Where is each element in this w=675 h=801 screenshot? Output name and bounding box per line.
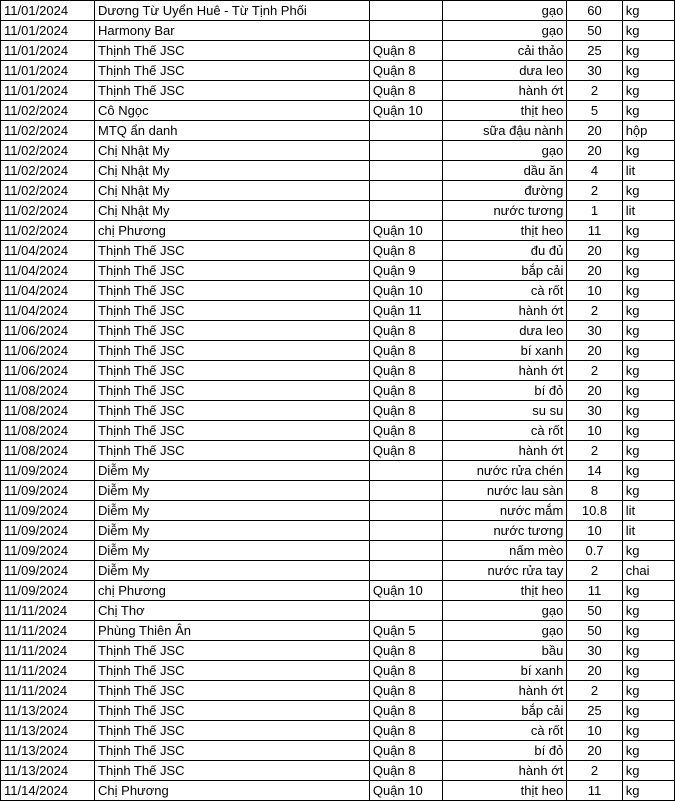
date-cell[interactable]: 11/11/2024 bbox=[1, 621, 95, 641]
table-row bbox=[1, 661, 675, 681]
district-cell[interactable] bbox=[369, 1, 442, 21]
unit-cell[interactable]: kg bbox=[622, 441, 674, 461]
item-cell[interactable]: nước lau sàn bbox=[442, 481, 566, 501]
donor-name-cell[interactable]: chị Phương bbox=[95, 221, 370, 241]
table-row bbox=[1, 341, 675, 361]
item-cell[interactable]: gạo bbox=[442, 141, 566, 161]
date-cell[interactable]: 11/01/2024 bbox=[1, 81, 95, 101]
donor-name-cell[interactable]: Harmony Bar bbox=[95, 21, 370, 41]
district-cell[interactable] bbox=[369, 561, 442, 581]
donor-name-cell[interactable]: Thịnh Thế JSC bbox=[95, 681, 370, 701]
date-cell[interactable]: 11/02/2024 bbox=[1, 141, 95, 161]
unit-cell[interactable]: kg bbox=[622, 741, 674, 761]
date-cell[interactable]: 11/13/2024 bbox=[1, 761, 95, 781]
donor-name-cell[interactable]: Thịnh Thế JSC bbox=[95, 761, 370, 781]
district-cell[interactable]: Quận 11 bbox=[369, 301, 442, 321]
unit-cell[interactable]: kg bbox=[622, 661, 674, 681]
item-cell[interactable]: gạo bbox=[442, 21, 566, 41]
item-cell[interactable]: bí xanh bbox=[442, 341, 566, 361]
donor-name-cell[interactable]: Thịnh Thế JSC bbox=[95, 41, 370, 61]
unit-cell[interactable]: kg bbox=[622, 181, 674, 201]
unit-cell[interactable]: kg bbox=[622, 421, 674, 441]
donor-name-cell[interactable]: Dương Từ Uyển Huê - Từ Tịnh Phối bbox=[95, 1, 370, 21]
table-row bbox=[1, 121, 675, 141]
donor-name-cell[interactable]: Thịnh Thế JSC bbox=[95, 81, 370, 101]
district-cell[interactable]: Quận 10 bbox=[369, 281, 442, 301]
date-cell[interactable]: 11/08/2024 bbox=[1, 381, 95, 401]
district-cell[interactable]: Quận 10 bbox=[369, 581, 442, 601]
donor-name-cell[interactable]: Thịnh Thế JSC bbox=[95, 421, 370, 441]
table-row bbox=[1, 621, 675, 641]
item-cell[interactable]: nước rửa chén bbox=[442, 461, 566, 481]
donor-name-cell[interactable]: Thịnh Thế JSC bbox=[95, 441, 370, 461]
unit-cell[interactable]: lit bbox=[622, 161, 674, 181]
table-row bbox=[1, 681, 675, 701]
donor-name-cell[interactable]: Phùng Thiên Ân bbox=[95, 621, 370, 641]
table-row bbox=[1, 281, 675, 301]
unit-cell[interactable]: kg bbox=[622, 221, 674, 241]
table-row bbox=[1, 401, 675, 421]
item-cell[interactable]: nước tương bbox=[442, 201, 566, 221]
unit-cell[interactable]: kg bbox=[622, 381, 674, 401]
district-cell[interactable]: Quận 8 bbox=[369, 741, 442, 761]
unit-cell[interactable]: kg bbox=[622, 701, 674, 721]
table-row bbox=[1, 701, 675, 721]
date-cell[interactable]: 11/13/2024 bbox=[1, 721, 95, 741]
quantity-cell[interactable]: 11 bbox=[567, 581, 622, 601]
donor-name-cell[interactable]: Thịnh Thế JSC bbox=[95, 701, 370, 721]
donor-name-cell[interactable]: Chị Nhật My bbox=[95, 181, 370, 201]
date-cell[interactable]: 11/09/2024 bbox=[1, 481, 95, 501]
quantity-cell[interactable]: 50 bbox=[567, 21, 622, 41]
quantity-cell[interactable]: 20 bbox=[567, 381, 622, 401]
item-cell[interactable]: nước rửa tay bbox=[442, 561, 566, 581]
district-cell[interactable] bbox=[369, 141, 442, 161]
unit-cell[interactable]: kg bbox=[622, 781, 674, 801]
date-cell[interactable]: 11/04/2024 bbox=[1, 241, 95, 261]
date-cell[interactable]: 11/06/2024 bbox=[1, 341, 95, 361]
quantity-cell[interactable]: 20 bbox=[567, 241, 622, 261]
date-cell[interactable]: 11/02/2024 bbox=[1, 161, 95, 181]
date-cell[interactable]: 11/09/2024 bbox=[1, 541, 95, 561]
item-cell[interactable]: bí đỏ bbox=[442, 381, 566, 401]
district-cell[interactable] bbox=[369, 121, 442, 141]
table-row bbox=[1, 261, 675, 281]
date-cell[interactable]: 11/04/2024 bbox=[1, 261, 95, 281]
quantity-cell[interactable]: 30 bbox=[567, 401, 622, 421]
unit-cell[interactable]: kg bbox=[622, 341, 674, 361]
district-cell[interactable]: Quận 8 bbox=[369, 721, 442, 741]
district-cell[interactable] bbox=[369, 541, 442, 561]
quantity-cell[interactable]: 50 bbox=[567, 601, 622, 621]
date-cell[interactable]: 11/11/2024 bbox=[1, 641, 95, 661]
table-row bbox=[1, 741, 675, 761]
unit-cell[interactable]: kg bbox=[622, 321, 674, 341]
table-row bbox=[1, 421, 675, 441]
unit-cell[interactable]: kg bbox=[622, 641, 674, 661]
donor-name-cell[interactable]: Chị Thơ bbox=[95, 601, 370, 621]
item-cell[interactable]: hành ớt bbox=[442, 681, 566, 701]
item-cell[interactable]: dưa leo bbox=[442, 321, 566, 341]
quantity-cell[interactable]: 10 bbox=[567, 281, 622, 301]
district-cell[interactable]: Quận 10 bbox=[369, 221, 442, 241]
item-cell[interactable]: su su bbox=[442, 401, 566, 421]
unit-cell[interactable]: kg bbox=[622, 361, 674, 381]
item-cell[interactable]: cà rốt bbox=[442, 421, 566, 441]
district-cell[interactable]: Quận 8 bbox=[369, 81, 442, 101]
unit-cell[interactable]: kg bbox=[622, 461, 674, 481]
date-cell[interactable]: 11/02/2024 bbox=[1, 221, 95, 241]
district-cell[interactable]: Quận 8 bbox=[369, 361, 442, 381]
item-cell[interactable]: thịt heo bbox=[442, 101, 566, 121]
item-cell[interactable]: gạo bbox=[442, 601, 566, 621]
quantity-cell[interactable]: 1 bbox=[567, 201, 622, 221]
quantity-cell[interactable]: 11 bbox=[567, 781, 622, 801]
date-cell[interactable]: 11/01/2024 bbox=[1, 21, 95, 41]
quantity-cell[interactable]: 10 bbox=[567, 521, 622, 541]
table-row bbox=[1, 501, 675, 521]
item-cell[interactable]: hành ớt bbox=[442, 761, 566, 781]
district-cell[interactable]: Quận 8 bbox=[369, 381, 442, 401]
table-row bbox=[1, 581, 675, 601]
donor-name-cell[interactable]: Thịnh Thế JSC bbox=[95, 381, 370, 401]
date-cell[interactable]: 11/13/2024 bbox=[1, 741, 95, 761]
date-cell[interactable]: 11/11/2024 bbox=[1, 681, 95, 701]
donor-name-cell[interactable]: Chị Phương bbox=[95, 781, 370, 801]
unit-cell[interactable]: kg bbox=[622, 21, 674, 41]
district-cell[interactable] bbox=[369, 461, 442, 481]
quantity-cell[interactable]: 20 bbox=[567, 121, 622, 141]
unit-cell[interactable]: kg bbox=[622, 141, 674, 161]
donor-name-cell[interactable]: MTQ ẩn danh bbox=[95, 121, 370, 141]
district-cell[interactable]: Quận 5 bbox=[369, 621, 442, 641]
table-row bbox=[1, 641, 675, 661]
quantity-cell[interactable]: 25 bbox=[567, 701, 622, 721]
item-cell[interactable]: đu đủ bbox=[442, 241, 566, 261]
quantity-cell[interactable]: 2 bbox=[567, 681, 622, 701]
item-cell[interactable]: hành ớt bbox=[442, 441, 566, 461]
district-cell[interactable] bbox=[369, 521, 442, 541]
quantity-cell[interactable]: 30 bbox=[567, 61, 622, 81]
date-cell[interactable]: 11/04/2024 bbox=[1, 281, 95, 301]
quantity-cell[interactable]: 2 bbox=[567, 181, 622, 201]
quantity-cell[interactable]: 4 bbox=[567, 161, 622, 181]
quantity-cell[interactable]: 5 bbox=[567, 101, 622, 121]
district-cell[interactable] bbox=[369, 161, 442, 181]
table-row bbox=[1, 441, 675, 461]
date-cell[interactable]: 11/08/2024 bbox=[1, 441, 95, 461]
district-cell[interactable] bbox=[369, 501, 442, 521]
quantity-cell[interactable]: 20 bbox=[567, 661, 622, 681]
unit-cell[interactable]: kg bbox=[622, 301, 674, 321]
table-row bbox=[1, 601, 675, 621]
donor-name-cell[interactable]: Thịnh Thế JSC bbox=[95, 641, 370, 661]
unit-cell[interactable]: hộp bbox=[622, 121, 674, 141]
date-cell[interactable]: 11/14/2024 bbox=[1, 781, 95, 801]
date-cell[interactable]: 11/01/2024 bbox=[1, 61, 95, 81]
district-cell[interactable] bbox=[369, 601, 442, 621]
date-cell[interactable]: 11/09/2024 bbox=[1, 581, 95, 601]
quantity-cell[interactable]: 0.7 bbox=[567, 541, 622, 561]
donor-name-cell[interactable]: Thịnh Thế JSC bbox=[95, 281, 370, 301]
district-cell[interactable]: Quận 8 bbox=[369, 641, 442, 661]
table-row bbox=[1, 21, 675, 41]
item-cell[interactable]: cà rốt bbox=[442, 721, 566, 741]
table-row bbox=[1, 361, 675, 381]
donor-name-cell[interactable]: Thịnh Thế JSC bbox=[95, 661, 370, 681]
district-cell[interactable] bbox=[369, 481, 442, 501]
donor-name-cell[interactable]: Thịnh Thế JSC bbox=[95, 321, 370, 341]
date-cell[interactable]: 11/13/2024 bbox=[1, 701, 95, 721]
district-cell[interactable]: Quận 8 bbox=[369, 761, 442, 781]
date-cell[interactable]: 11/11/2024 bbox=[1, 601, 95, 621]
date-cell[interactable]: 11/09/2024 bbox=[1, 521, 95, 541]
unit-cell[interactable]: kg bbox=[622, 481, 674, 501]
table-row bbox=[1, 201, 675, 221]
quantity-cell[interactable]: 20 bbox=[567, 261, 622, 281]
donor-name-cell[interactable]: Thịnh Thế JSC bbox=[95, 241, 370, 261]
table-row bbox=[1, 761, 675, 781]
unit-cell[interactable]: lit bbox=[622, 501, 674, 521]
district-cell[interactable]: Quận 8 bbox=[369, 401, 442, 421]
district-cell[interactable]: Quận 8 bbox=[369, 441, 442, 461]
spreadsheet-body bbox=[1, 1, 675, 801]
item-cell[interactable]: hành ớt bbox=[442, 361, 566, 381]
quantity-cell[interactable]: 50 bbox=[567, 621, 622, 641]
table-row bbox=[1, 61, 675, 81]
table-row bbox=[1, 1, 675, 21]
quantity-cell[interactable]: 20 bbox=[567, 741, 622, 761]
donor-name-cell[interactable]: Chị Nhật My bbox=[95, 141, 370, 161]
unit-cell[interactable]: kg bbox=[622, 601, 674, 621]
table-row bbox=[1, 41, 675, 61]
date-cell[interactable]: 11/02/2024 bbox=[1, 181, 95, 201]
table-row bbox=[1, 481, 675, 501]
table-row bbox=[1, 541, 675, 561]
district-cell[interactable]: Quận 8 bbox=[369, 41, 442, 61]
quantity-cell[interactable]: 2 bbox=[567, 301, 622, 321]
quantity-cell[interactable]: 25 bbox=[567, 41, 622, 61]
district-cell[interactable] bbox=[369, 181, 442, 201]
date-cell[interactable]: 11/02/2024 bbox=[1, 121, 95, 141]
item-cell[interactable]: bí đỏ bbox=[442, 741, 566, 761]
donor-name-cell[interactable]: Diễm My bbox=[95, 481, 370, 501]
donor-name-cell[interactable]: Thịnh Thế JSC bbox=[95, 401, 370, 421]
item-cell[interactable]: hành ớt bbox=[442, 301, 566, 321]
quantity-cell[interactable]: 11 bbox=[567, 221, 622, 241]
unit-cell[interactable]: kg bbox=[622, 581, 674, 601]
table-row bbox=[1, 141, 675, 161]
date-cell[interactable]: 11/11/2024 bbox=[1, 661, 95, 681]
donor-name-cell[interactable]: Diễm My bbox=[95, 501, 370, 521]
date-cell[interactable]: 11/01/2024 bbox=[1, 41, 95, 61]
item-cell[interactable]: thịt heo bbox=[442, 781, 566, 801]
item-cell[interactable]: gạo bbox=[442, 621, 566, 641]
unit-cell[interactable]: kg bbox=[622, 541, 674, 561]
quantity-cell[interactable]: 2 bbox=[567, 561, 622, 581]
item-cell[interactable]: bí xanh bbox=[442, 661, 566, 681]
item-cell[interactable]: sữa đậu nành bbox=[442, 121, 566, 141]
quantity-cell[interactable]: 30 bbox=[567, 641, 622, 661]
item-cell[interactable]: nước mắm bbox=[442, 501, 566, 521]
date-cell[interactable]: 11/09/2024 bbox=[1, 561, 95, 581]
table-row bbox=[1, 461, 675, 481]
item-cell[interactable]: nấm mèo bbox=[442, 541, 566, 561]
table-row bbox=[1, 781, 675, 801]
item-cell[interactable]: cải thảo bbox=[442, 41, 566, 61]
donor-name-cell[interactable]: Thịnh Thế JSC bbox=[95, 741, 370, 761]
unit-cell[interactable]: kg bbox=[622, 81, 674, 101]
table-row bbox=[1, 321, 675, 341]
quantity-cell[interactable]: 8 bbox=[567, 481, 622, 501]
donor-name-cell[interactable]: Diễm My bbox=[95, 561, 370, 581]
district-cell[interactable]: Quận 8 bbox=[369, 241, 442, 261]
date-cell[interactable]: 11/09/2024 bbox=[1, 461, 95, 481]
quantity-cell[interactable]: 10 bbox=[567, 721, 622, 741]
quantity-cell[interactable]: 2 bbox=[567, 761, 622, 781]
unit-cell[interactable]: kg bbox=[622, 681, 674, 701]
district-cell[interactable]: Quận 8 bbox=[369, 321, 442, 341]
district-cell[interactable]: Quận 8 bbox=[369, 421, 442, 441]
unit-cell[interactable]: kg bbox=[622, 281, 674, 301]
table-row bbox=[1, 381, 675, 401]
unit-cell[interactable]: lit bbox=[622, 521, 674, 541]
item-cell[interactable]: thịt heo bbox=[442, 221, 566, 241]
unit-cell[interactable]: chai bbox=[622, 561, 674, 581]
unit-cell[interactable]: kg bbox=[622, 621, 674, 641]
donor-name-cell[interactable]: Thịnh Thế JSC bbox=[95, 721, 370, 741]
donor-name-cell[interactable]: Diễm My bbox=[95, 521, 370, 541]
quantity-cell[interactable]: 20 bbox=[567, 141, 622, 161]
date-cell[interactable]: 11/02/2024 bbox=[1, 101, 95, 121]
unit-cell[interactable]: kg bbox=[622, 241, 674, 261]
item-cell[interactable]: bắp cải bbox=[442, 701, 566, 721]
unit-cell[interactable]: kg bbox=[622, 401, 674, 421]
unit-cell[interactable]: kg bbox=[622, 61, 674, 81]
unit-cell[interactable]: lit bbox=[622, 201, 674, 221]
quantity-cell[interactable]: 10.8 bbox=[567, 501, 622, 521]
date-cell[interactable]: 11/08/2024 bbox=[1, 401, 95, 421]
unit-cell[interactable]: kg bbox=[622, 721, 674, 741]
item-cell[interactable]: bầu bbox=[442, 641, 566, 661]
quantity-cell[interactable]: 10 bbox=[567, 421, 622, 441]
item-cell[interactable]: thịt heo bbox=[442, 581, 566, 601]
item-cell[interactable]: cà rốt bbox=[442, 281, 566, 301]
date-cell[interactable]: 11/08/2024 bbox=[1, 421, 95, 441]
donor-name-cell[interactable]: Chị Nhật My bbox=[95, 161, 370, 181]
table-row bbox=[1, 241, 675, 261]
item-cell[interactable]: gạo bbox=[442, 1, 566, 21]
district-cell[interactable] bbox=[369, 21, 442, 41]
table-row bbox=[1, 221, 675, 241]
date-cell[interactable]: 11/09/2024 bbox=[1, 501, 95, 521]
item-cell[interactable]: dưa leo bbox=[442, 61, 566, 81]
date-cell[interactable]: 11/06/2024 bbox=[1, 361, 95, 381]
item-cell[interactable]: hành ớt bbox=[442, 81, 566, 101]
quantity-cell[interactable]: 2 bbox=[567, 441, 622, 461]
item-cell[interactable]: bắp cải bbox=[442, 261, 566, 281]
date-cell[interactable]: 11/04/2024 bbox=[1, 301, 95, 321]
district-cell[interactable]: Quận 10 bbox=[369, 781, 442, 801]
date-cell[interactable]: 11/01/2024 bbox=[1, 1, 95, 21]
district-cell[interactable]: Quận 8 bbox=[369, 61, 442, 81]
table-row bbox=[1, 81, 675, 101]
donor-name-cell[interactable]: Diễm My bbox=[95, 541, 370, 561]
date-cell[interactable]: 11/02/2024 bbox=[1, 201, 95, 221]
donor-name-cell[interactable]: Thịnh Thế JSC bbox=[95, 361, 370, 381]
district-cell[interactable] bbox=[369, 201, 442, 221]
unit-cell[interactable]: kg bbox=[622, 41, 674, 61]
donor-name-cell[interactable]: chị Phương bbox=[95, 581, 370, 601]
donor-name-cell[interactable]: Thịnh Thế JSC bbox=[95, 61, 370, 81]
table-row bbox=[1, 561, 675, 581]
district-cell[interactable]: Quận 8 bbox=[369, 661, 442, 681]
item-cell[interactable]: nước tương bbox=[442, 521, 566, 541]
donor-name-cell[interactable]: Cô Ngọc bbox=[95, 101, 370, 121]
unit-cell[interactable]: kg bbox=[622, 101, 674, 121]
quantity-cell[interactable]: 20 bbox=[567, 341, 622, 361]
donor-name-cell[interactable]: Thịnh Thế JSC bbox=[95, 261, 370, 281]
district-cell[interactable]: Quận 8 bbox=[369, 701, 442, 721]
donor-name-cell[interactable]: Diễm My bbox=[95, 461, 370, 481]
table-row bbox=[1, 301, 675, 321]
quantity-cell[interactable]: 2 bbox=[567, 361, 622, 381]
quantity-cell[interactable]: 60 bbox=[567, 1, 622, 21]
item-cell[interactable]: đường bbox=[442, 181, 566, 201]
donor-name-cell[interactable]: Chị Nhật My bbox=[95, 201, 370, 221]
district-cell[interactable]: Quận 8 bbox=[369, 681, 442, 701]
table-row bbox=[1, 161, 675, 181]
district-cell[interactable]: Quận 8 bbox=[369, 341, 442, 361]
district-cell[interactable]: Quận 10 bbox=[369, 101, 442, 121]
table-row bbox=[1, 521, 675, 541]
quantity-cell[interactable]: 14 bbox=[567, 461, 622, 481]
donor-name-cell[interactable]: Thịnh Thế JSC bbox=[95, 301, 370, 321]
unit-cell[interactable]: kg bbox=[622, 261, 674, 281]
unit-cell[interactable]: kg bbox=[622, 1, 674, 21]
table-row bbox=[1, 101, 675, 121]
table-row bbox=[1, 721, 675, 741]
table-row bbox=[1, 181, 675, 201]
unit-cell[interactable]: kg bbox=[622, 761, 674, 781]
quantity-cell[interactable]: 30 bbox=[567, 321, 622, 341]
item-cell[interactable]: dầu ăn bbox=[442, 161, 566, 181]
donor-name-cell[interactable]: Thịnh Thế JSC bbox=[95, 341, 370, 361]
district-cell[interactable]: Quận 9 bbox=[369, 261, 442, 281]
date-cell[interactable]: 11/06/2024 bbox=[1, 321, 95, 341]
quantity-cell[interactable]: 2 bbox=[567, 81, 622, 101]
